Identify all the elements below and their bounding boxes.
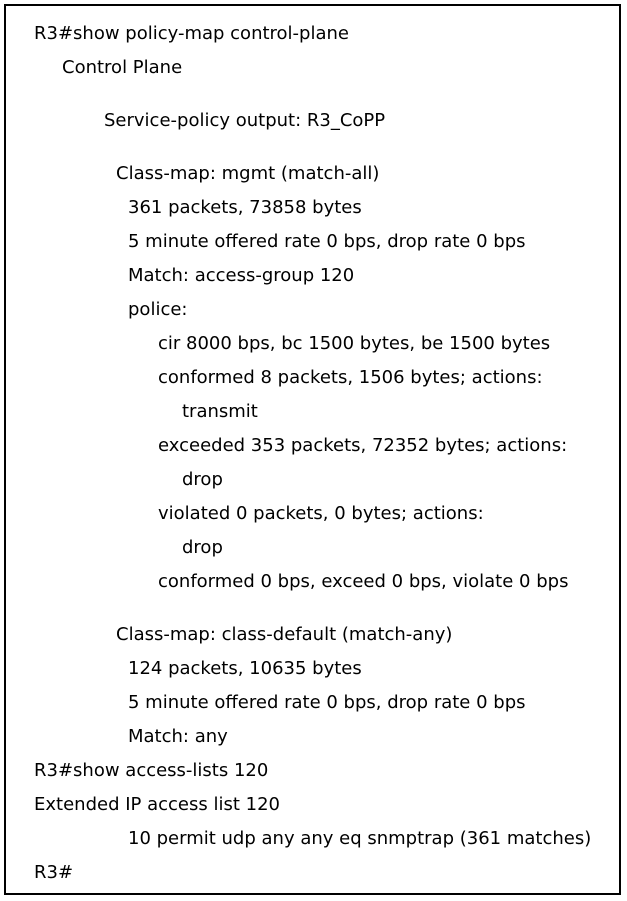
cli-line: Match: any: [128, 726, 228, 747]
cli-line: Service-policy output: R3_CoPP: [104, 110, 386, 131]
cli-line: 361 packets, 73858 bytes: [128, 197, 362, 218]
cli-line: exceeded 353 packets, 72352 bytes; actions:: [158, 435, 568, 456]
cli-line: Extended IP access list 120: [34, 794, 280, 815]
cli-line: drop: [182, 537, 223, 558]
cli-line: R3#: [34, 862, 74, 883]
cli-line: conformed 8 packets, 1506 bytes; actions:: [158, 367, 543, 388]
cli-line: R3#show policy-map control-plane: [34, 23, 349, 44]
cli-line: R3#show access-lists 120: [34, 760, 269, 781]
cli-line: violated 0 packets, 0 bytes; actions:: [158, 503, 484, 524]
cli-line: 10 permit udp any any eq snmptrap (361 matches): [128, 828, 592, 849]
cli-output-panel: [4, 4, 621, 895]
cli-line: Control Plane: [62, 57, 183, 78]
cli-line: transmit: [182, 401, 258, 422]
cli-line: Class-map: class-default (match-any): [116, 624, 453, 645]
cli-line: 124 packets, 10635 bytes: [128, 658, 362, 679]
cli-line: Match: access-group 120: [128, 265, 355, 286]
cli-line: cir 8000 bps, bc 1500 bytes, be 1500 bytes: [158, 333, 551, 354]
cli-line: conformed 0 bps, exceed 0 bps, violate 0 bps: [158, 571, 569, 592]
cli-line: police:: [128, 299, 188, 320]
cli-line: 5 minute offered rate 0 bps, drop rate 0 bps: [128, 692, 526, 713]
cli-line: 5 minute offered rate 0 bps, drop rate 0 bps: [128, 231, 526, 252]
cli-line: Class-map: mgmt (match-all): [116, 163, 380, 184]
cli-line: drop: [182, 469, 223, 490]
